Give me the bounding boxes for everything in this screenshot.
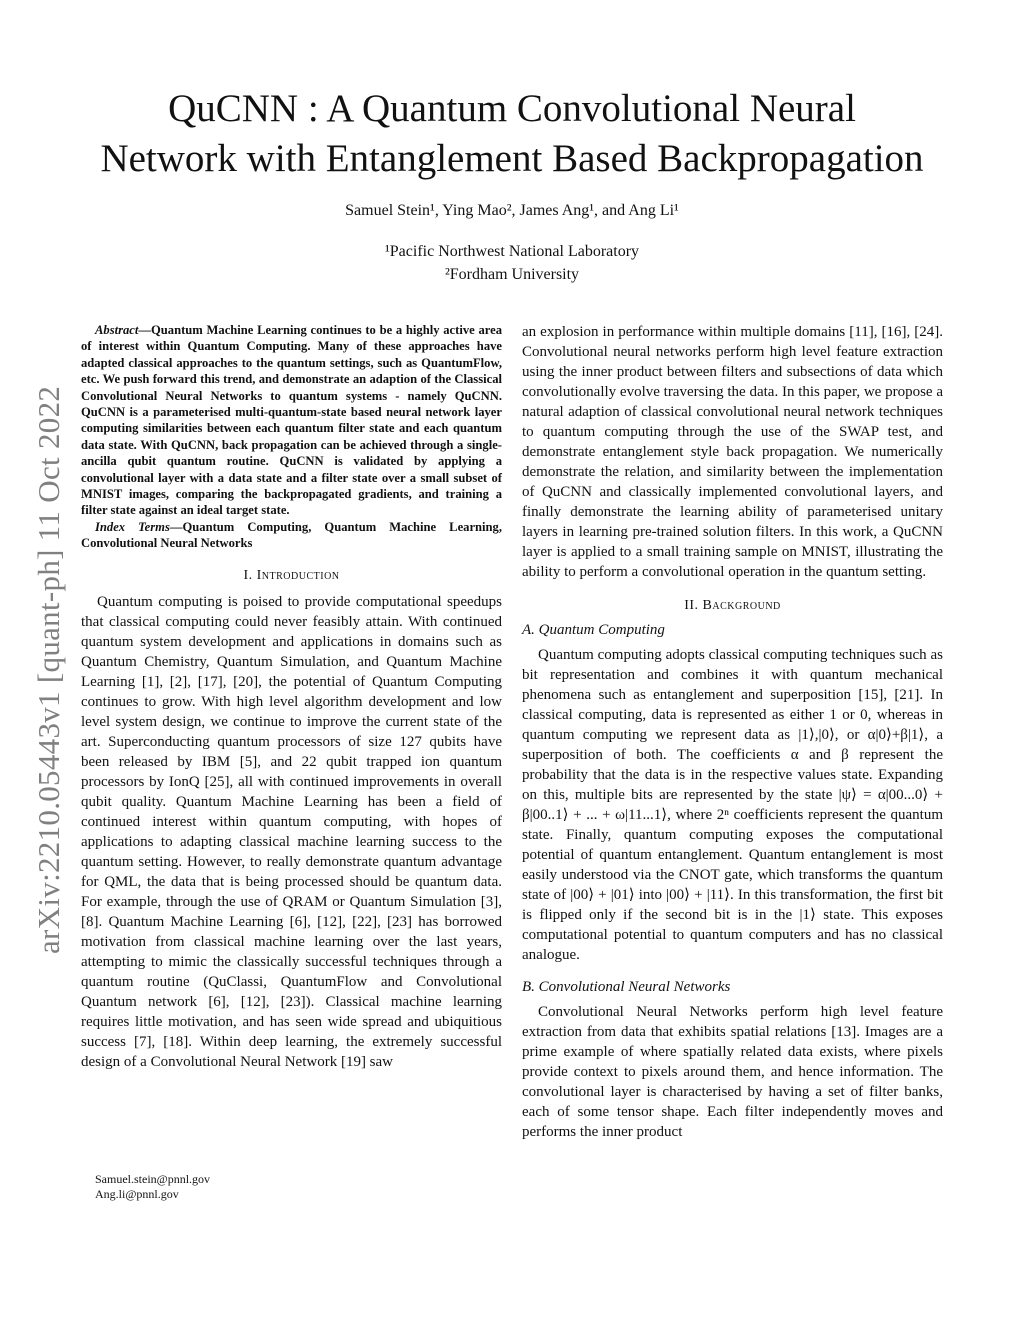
section-heading-introduction: I. Introduction	[243, 567, 340, 583]
abstract-lead: Abstract	[95, 323, 139, 337]
contact-emails	[95, 1172, 210, 1202]
intro-paragraph-1: Quantum computing is poised to provide computational speedups that classical computing could never feasibly attain. With continued quantum system development and applications in domains such as Quantum Chemistry, Quantum Simulation, and Quantum Machine Learning [1], [2], [17], [20], the potential of Quantum Computing continues to grow. With high level algorithm development and low level system design, we continue to improve the current state of the art. Superconducting quantum processors of size 127 qubits have been released by IBM [5], and 22 qubit trapped ion quantum processors by IonQ [25], all with continued improvements in overall qubit quality. Quantum Machine Learning has been a field of continued interest within quantum computing, with hopes of applications to adapting classical machine learning success to the quantum setting. However, to really demonstrate quantum advantage for QML, the data that is being processed should be quantum data. For example, through the use of QRAM or Quantum Simulation [3], [8]. Quantum Machine Learning [6], [12], [22], [23] has borrowed motivation from classical machine learning over the last years, attempting to mimic the classically successful techniques through a quantum routine (QuClassi, QuantumFlow and Convolutional Quantum network [6], [12], [23]). Classical machine learning requires little motivation, and has seen wide spread and ubiquitious success [7], [18]. Within deep learning, the extremely successful design of a Convolutional Neural Network [19] saw	[81, 593, 502, 1070]
affiliations	[160, 240, 864, 286]
intro-paragraph-2: an explosion in performance within multiple domains [11], [16], [24]. Convolutional neural networks perform high level feature extraction using the inner product between filters and subsections of data which convolutionally evolve traversing the data. In this paper, we propose a natural adaption of classical convolutional neural network techniques to quantum computing through the use of the SWAP test, and demonstrate entanglement style back propagation. We numerically demonstrate the relation, and similarity between the implementation of QuCNN and classically implemented convolutional layers, and finally demonstrate the learning ability of parameterised unitary layers in learning pre-trained solution filters. In this work, a QuCNN layer is applied to a small training sample on MNIST, illustrating the ability to perform a convolutional operation in the quantum setting.	[522, 324, 943, 580]
index-terms-body: —Quantum Computing, Quantum Machine Learning, Convolutional Neural Networks	[81, 519, 502, 551]
abstract-body: —Quantum Machine Learning continues to be a highly active area of interest within Quantum Computing. Many of these approaches have adapted classical approaches to the quantum settings, such as QuantumFlow, etc. We push forward this trend, and demonstrate an adaption of the Classical Convolutional Neural Networks to quantum systems - namely QuCNN. QuCNN is a parameterised multi-quantum-state based neural network layer computing similarities between each quantum filter state and each quantum data state. With QuCNN, back propagation can be achieved through a single-ancilla qubit quantum routine. QuCNN is validated by applying a convolutional layer with a data state and a filter state over a small subset of MNIST images, comparing the backpropagated gradients, and training a filter state against an ideal target state.	[81, 323, 502, 518]
left-column	[81, 322, 502, 1072]
subsection-heading-cnn: B. Convolutional Neural Networks	[522, 979, 731, 995]
quantum-computing-paragraph: Quantum computing adopts classical computing techniques such as bit representation and combines it with quantum mechanical phenomena such as entanglement and superposition [15], [21]. In classical computing, data is represented as either 1 or 0, whereas in quantum computing we represent data as |1⟩,|0⟩, or α|0⟩+β|1⟩, a superposition of both. The coefficients α and β represent the probability that the data is in the respective values state. Expanding on this, multiple bits are represented by the state |ψ⟩ = α|00...0⟩ + β|00..1⟩ + ... + ω|11...1⟩, where 2ⁿ coefficients represent the quantum state. Finally, quantum computing exposes the computational potential of quantum entanglement. Quantum entanglement is most easily understood via the CNOT gate, which transforms the quantum state of |00⟩ + |01⟩ into |00⟩ + |11⟩. In this transformation, the first bit is flipped only if the second bit is in the |1⟩ state. This exposes computational potential to quantum computers and has no classical analogue.	[522, 647, 943, 963]
title-line-2: Network with Entanglement Based Backpropagation	[100, 137, 924, 180]
author-list: Samuel Stein¹, Ying Mao², James Ang¹, and Ang Li¹	[345, 202, 679, 219]
cnn-paragraph: Convolutional Neural Networks perform high level feature extraction from data that exhibits spatial relations [13]. Images are a prime example of where spatially related data exists, where pixels provide context to pixels around them, and hence information. The convolutional layer is characterised by having a set of filter banks, each of some tensor shape. Each filter independently moves and performs the inner product	[522, 1004, 943, 1140]
affiliation-pnnl: ¹Pacific Northwest National Laboratory	[384, 243, 640, 260]
paper-title	[60, 84, 964, 184]
index-terms	[81, 519, 502, 552]
subsection-heading-quantum-computing: A. Quantum Computing	[522, 622, 665, 638]
email-ang: Ang.li@pnnl.gov	[95, 1187, 179, 1201]
arxiv-identifier: arXiv:2210.05443v1 [quant-ph] 11 Oct 2022	[31, 385, 66, 955]
title-line-1: QuCNN : A Quantum Convolutional Neural	[168, 87, 856, 130]
email-samuel: Samuel.stein@pnnl.gov	[95, 1172, 211, 1186]
right-column	[522, 322, 943, 1142]
section-heading-background: II. Background	[684, 598, 781, 613]
abstract	[81, 322, 502, 519]
affiliation-fordham: ²Fordham University	[444, 266, 580, 283]
index-terms-lead: Index Terms	[95, 519, 170, 534]
